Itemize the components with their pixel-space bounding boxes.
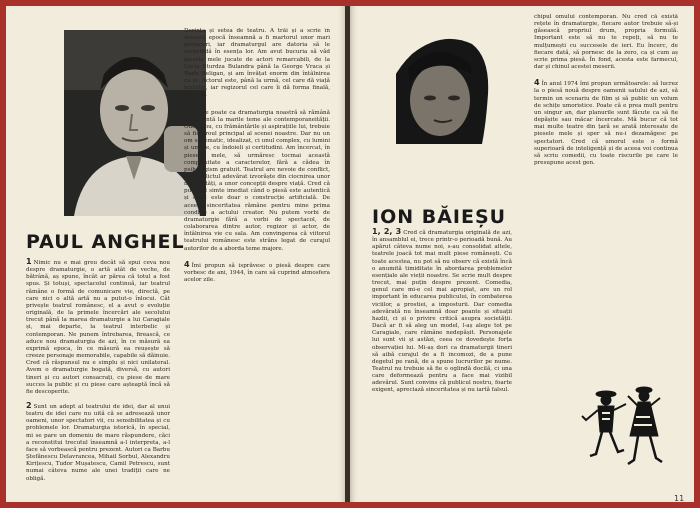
question-number: 1 bbox=[26, 258, 32, 266]
question-number: 3 bbox=[184, 106, 190, 116]
page-number: 11 bbox=[674, 494, 685, 502]
paragraph-text: Nu se poate ca dramaturgia noastră să rămână indiferentă la marile teme ale contemporaneității. Omul nou, cu frământările și aspirațiile lui, trebuie să fie eroul principal al scenei noastre. Dar nu un om schematic, idealizat, ci unul complex, cu lumini și umbre, cu îndoieli și certitudini. Am încercat, în piesele mele, să urmăresc tocmai această complexitate a caracterelor, fără a cădea în psihologism gratuit. Teatrul are nevoie de conflict, iar conflictul adevărat izvorăște din ciocnirea unor mentalități, a unor concepții despre viață. Cred că publicul simte imediat când o piesă este autentică și când este doar o construcție artificială. De aceea, sinceritatea rămâne pentru mine prima condiție a actului creator. Nu putem vorbi de dramaturgie fără a vorbi de spectacol, de colaborarea dintre autor, regizor și actor, de întâlnirea vie cu sala. Am convingerea că viitorul teatrului românesc este strâns legat de curajul autorilor de a aborda teme majore. bbox=[184, 109, 330, 252]
paragraph-text: Dorința și setea de teatru. A trăi și a scrie în această epocă înseamnă a fi martorul unor mari prefaceri, iar dramaturgul are datoria să le surprindă în esența lor. Am avut bucuria să văd piesele mele jucate de actori remarcabili, de la Lucia Sturdza Bulandra până la George Vraca și Radu Beligan, și am învățat enorm din întâlnirea cu ei. Actorul este, până la urmă, cel care dă viață textului, iar regizorul cel care îi dă forma finală, scenică. bbox=[184, 28, 330, 99]
question-number: 1, 2, 3 bbox=[372, 228, 402, 236]
paragraph-text: În anul 1974 îmi propun următoarele: să lucrez la o piesă nouă despre oamenii satului de azi, să termin un scenariu de film și să public un volum de schițe umoristice. Poate că e prea mult pentru un singur an, dar planurile sunt făcute ca să fie depășite sau măcar încercate. Mă bucur că tot mai multe teatre din țară se arată interesate de piesele mele și sper să nu-i dezamăgesc pe spectatori. Cred că umorul este o formă superioară de inteligență și de aceea voi continua să scriu comedii, cu toate riscurile pe care le presupune acest gen. bbox=[534, 81, 678, 166]
dancing-figures-illustration-icon bbox=[572, 376, 672, 486]
paragraph bbox=[534, 14, 678, 71]
author-name: PAUL ANGHEL bbox=[26, 231, 185, 253]
paragraph bbox=[26, 258, 170, 396]
left-column-1 bbox=[26, 258, 170, 502]
question-number: 2 bbox=[26, 400, 32, 410]
paragraph-text: chipul omului contemporan. Nu cred că există rețete în dramaturgie, fiecare autor trebuie să-și găsească propriul drum, propria formulă. Important este să nu te repeți, să nu te mulțumești cu succesele de ieri. Eu încerc, de fiecare dată, să pornesc de la zero, ca și cum aș scrie prima piesă. În fond, acesta este farmecul, dar și chinul acestei meserii. bbox=[534, 14, 678, 71]
paragraph bbox=[184, 261, 330, 284]
left-column-2 bbox=[184, 28, 330, 502]
paragraph-text: Sunt un adept al teatrului de idei, dar al unui teatru de idei care nu uită că se adresează unor oameni, unor spectatori vii, cu sensibilitatea și cu problemele lor. Dramaturgia istorică, în special, mi se pare un domeniu de mare răspundere, căci a reconstitui trecutul înseamnă a-l interpreta, a-l face să vorbească pentru prezent. Autori ca Barbu Ștefănescu Delavrancea, Mihail Sorbul, Alexandru Kirițescu, Tudor Mușatescu, Camil Petrescu, sunt numai câteva nume ale unei tradiții care ne obligă. bbox=[26, 403, 170, 482]
paragraph-text: Îmi propun să isprăvesc o piesă despre care vorbesc de ani, 1944, în care să cuprind atmosfera acelor zile. bbox=[184, 262, 330, 283]
portrait-photo-icon bbox=[372, 24, 494, 144]
right-page bbox=[350, 6, 694, 502]
right-column-2 bbox=[534, 14, 678, 370]
question-number: 4 bbox=[184, 259, 190, 269]
question-number: 4 bbox=[534, 78, 540, 88]
author-name: ION BĂIEȘU bbox=[372, 206, 507, 228]
paragraph bbox=[184, 28, 330, 100]
right-column-1 bbox=[372, 228, 512, 502]
paragraph-text: Cred că dramaturgia originală de azi, în ansamblul ei, trece printr-o perioadă bună. Au apărut câteva nume noi, s-au consolidat altele, teatrele joacă tot mai mult piese românești. Cu toate acestea, nu pot să nu observ că există încă o anumită timiditate în abordarea problemelor esențiale ale vieții noastre. Se scrie mult despre trecut, mai puțin despre prezent. Comedia, genul care mi-e cel mai apropiat, are un rol important în educarea publicului, în combaterea viciilor, a prostiei, a imposturii. Dar comedia adevărată nu înseamnă doar poante și situații hazlii, ci și o privire critică asupra societății. Dacă ar fi să aleg un model, l-aș alege tot pe Caragiale, care rămâne nedepășit. Personajele lui sunt vii și astăzi, ceea ce dovedește forța observației lui. Mi-aș dori ca dramaturgii tineri să aibă curajul de a fi incomozi, de a pune degetul pe rană, de a spune lucrurilor pe nume. Teatrul nu trebuie să fie o oglindă docilă, ci una care deformează pentru a face mai vizibil adevărul. Sunt convins că publicul nostru, foarte exigent, apreciază sinceritatea și nu iartă falsul. bbox=[372, 230, 512, 394]
left-page bbox=[6, 6, 346, 502]
paragraph bbox=[26, 402, 170, 483]
paragraph bbox=[534, 79, 678, 167]
paragraph bbox=[184, 108, 330, 253]
paragraph-text: Nimic nu e mai greu decât să spui ceva nou despre dramaturgie, o artă atât de veche, de bătrână, aș spune, încât ar părea că totul a fost spus. Și totuși, spectacolul continuă, iar teatrul rămâne o formă de comunicare vie, directă, pe care nici o altă artă nu a putut-o înlocui. Cât privește teatrul românesc, el a avut o evoluție originală, de la primele încercări ale secolului trecut până la marea dramaturgie a lui Caragiale și, mai departe, la teatrul interbelic și contemporan. Ne punem întrebarea, firească, ce aduce nou dramaturgia de azi, în ce măsură ea exprimă epoca, în ce măsură ea reușește să creeze personaje memorabile, capabile să dăinuie. Cred că răspunsul nu e simplu și nici unilateral. Avem o dramaturgie bogată, diversă, cu autori tineri și cu autori consacrați, cu piese de mare succes la public și cu piese care așteaptă încă să fie descoperite. bbox=[26, 260, 170, 395]
paragraph bbox=[372, 228, 512, 395]
